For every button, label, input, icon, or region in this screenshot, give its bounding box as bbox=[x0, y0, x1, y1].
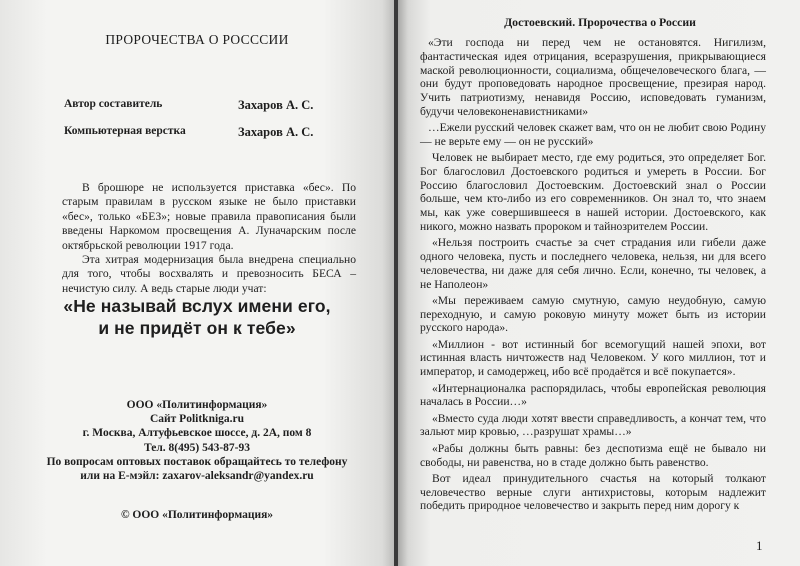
publisher-phone: Тел. 8(495) 543-87-93 bbox=[144, 441, 250, 454]
text-paragraph: «Вместо суда люди хотят ввести справедливость, а кончат тем, что зальют мир кровью, …разрушат храмы…» bbox=[420, 411, 766, 439]
publisher-info bbox=[0, 398, 394, 483]
note-paragraph: В брошюре не используется приставка «бес». По старым правилам в русском языке не было приставки «бес», только «БЕЗ»; новые правила правописания были введены Наркомом просвещения А. Луначарским после октябрьской революции 1917 года. bbox=[62, 181, 356, 252]
note-paragraph: Эта хитрая модернизация была внедрена специально для того, чтобы восхвалять и превозносить БЕСА – нечистую силу. А ведь старые люди учат: bbox=[62, 253, 356, 295]
copyright-line: © ООО «Политинформация» bbox=[120, 509, 274, 521]
publisher-wholesale: По вопросам оптовых поставок обращайтесь то телефону bbox=[46, 455, 348, 468]
publisher-address: г. Москва, Алтуфьевское шоссе, д. 2А, пом 8 bbox=[82, 427, 312, 440]
text-paragraph: «Мы переживаем самую смутную, самую неудобную, самую переходную, и самую роковую минуту может быть из истории русского народа». bbox=[420, 293, 766, 335]
publisher-site: Сайт Politkniga.ru bbox=[149, 413, 245, 426]
text-paragraph: Человек не выбирает место, где ему родиться, это определяет Бог. Бог благословил Достоевского родиться и умереть в России. Бог Россию благословил Достоевским. Достоевский знал о России больше, чем кто-либо из его современников. Он знал то, что знаем мы, как уже совершившееся в нашей истории. Достоевского, как никого, можно назвать пророком и тайнозрителем России. bbox=[420, 151, 766, 233]
running-head: Достоевский. Пророчества о России bbox=[504, 15, 696, 29]
book-title: ПРОРОЧЕСТВА О РОСССИИ bbox=[105, 32, 289, 47]
text-paragraph: «Нельзя построить счастье за счет страдания или гибели даже одного человека, пусть и последнего человека, нельзя, ни для всего человечества, ни даже для себя лично. Если, конечно, ты человек, а не Наполеон» bbox=[420, 236, 766, 291]
quote-line: «Не называй вслух имени его, bbox=[63, 296, 331, 316]
quote-line: и не придёт он к тебе» bbox=[98, 318, 296, 338]
text-paragraph: «Миллион - вот истинный бог всемогущий нашей эпохи, вот истинная власть ничтожеств над Человеком. У кого миллион, тот и император, и самодержец, ибо всё продаётся и всё покупается». bbox=[420, 337, 766, 379]
page-number: 1 bbox=[756, 538, 763, 553]
spelling-note bbox=[62, 181, 356, 296]
epigraph-quote bbox=[0, 295, 394, 339]
credit-name: Захаров А. С. bbox=[238, 98, 314, 112]
text-paragraph: «Рабы должны быть равны: без деспотизма ещё не бывало ни свободы, ни равенства, но в стаде должно быть равенство. bbox=[420, 441, 766, 469]
body-text bbox=[420, 36, 766, 516]
credit-role: Компьютерная верстка bbox=[64, 125, 186, 137]
text-paragraph: Вот идеал принудительного счастья на который толкают человечество верные слуги антихристовы, которым надлежит победить природное человечество и закрыть перед ним дорогу к bbox=[420, 471, 766, 513]
credit-role: Автор составитель bbox=[64, 98, 163, 110]
text-paragraph: «Эти господа ни перед чем не остановятся. Нигилизм, фантастическая идея отрицания, всеразрушения, прикрывающиеся маской революционности, социализма, общечеловеческого блага, — они будут проповедовать народное просвещение, презирая народ. Учить патриотизму, ненавидя Россию, исповедовать гуманизм, будучи человеконенавистниками» bbox=[420, 36, 766, 118]
publisher-org: ООО «Политинформация» bbox=[126, 399, 268, 411]
publisher-email: или на Е-мэйл: zaxarov-aleksandr@yandex.ru bbox=[80, 470, 314, 483]
text-paragraph: «Интернационалка распорядилась, чтобы европейская революция началась в России…» bbox=[420, 381, 766, 409]
text-paragraph: …Ежели русский человек скажет вам, что он не любит свою Родину — не верьте ему — он не русский» bbox=[420, 121, 766, 148]
credit-name: Захаров А. С. bbox=[238, 125, 314, 139]
